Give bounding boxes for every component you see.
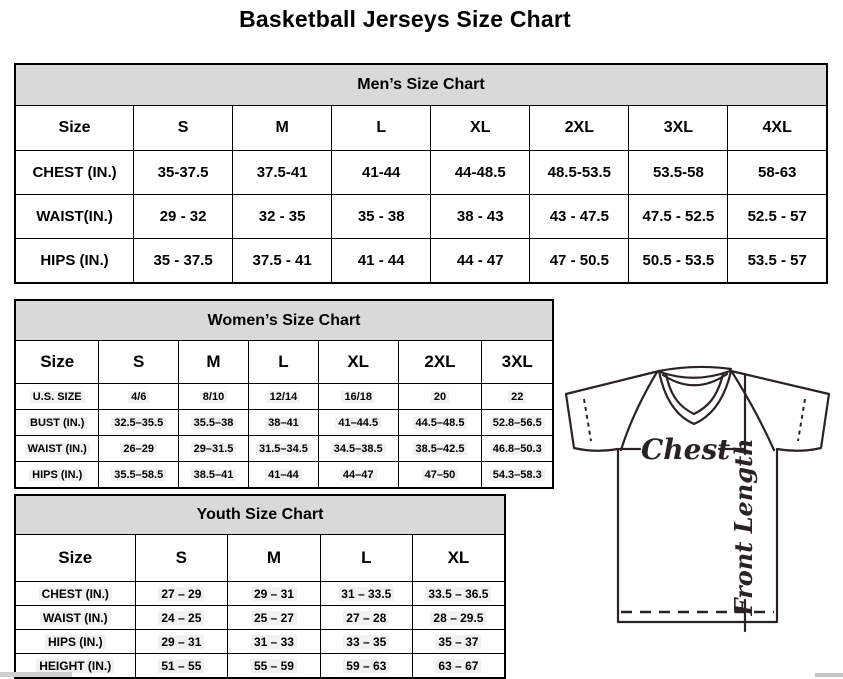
collar-top-edge xyxy=(659,367,731,371)
size-value-cell: 38–41 xyxy=(248,410,318,436)
size-value-cell: 35 - 37.5 xyxy=(134,239,233,284)
horizontal-scrollbar-fragment-left[interactable] xyxy=(0,672,72,677)
size-value-cell: 41–44.5 xyxy=(318,410,398,436)
table-row xyxy=(15,436,553,462)
right-cuff-dashed-line xyxy=(798,399,805,441)
size-value-cell: 55 – 59 xyxy=(228,654,321,679)
size-value-cell: 26–29 xyxy=(99,436,179,462)
size-value-cell: 44-48.5 xyxy=(431,151,530,195)
size-value-cell: 41–44 xyxy=(248,462,318,489)
table-row xyxy=(15,410,553,436)
size-value-cell: 52.8–56.5 xyxy=(482,410,553,436)
row-label: BUST (IN.) xyxy=(15,410,99,436)
size-value-cell: 31.5–34.5 xyxy=(248,436,318,462)
collar-band-arc xyxy=(660,371,730,378)
size-value-cell: 63 – 67 xyxy=(412,654,505,679)
column-header: M xyxy=(228,535,321,582)
size-value-cell: 27 – 28 xyxy=(320,606,412,630)
size-value-cell: 38.5–41 xyxy=(179,462,249,489)
column-header: Size xyxy=(15,106,134,151)
size-value-cell: 53.5-58 xyxy=(629,151,728,195)
table-row xyxy=(15,606,505,630)
column-header: 3XL xyxy=(482,341,553,384)
size-value-cell: 27 – 29 xyxy=(135,582,228,606)
row-label: WAIST (IN.) xyxy=(15,436,99,462)
table-row xyxy=(15,462,553,489)
size-value-cell: 33.5 – 36.5 xyxy=(412,582,505,606)
size-value-cell: 43 - 47.5 xyxy=(530,195,629,239)
size-value-cell: 38 - 43 xyxy=(431,195,530,239)
table-row xyxy=(15,654,505,679)
column-header: M xyxy=(233,106,332,151)
size-value-cell: 32.5–35.5 xyxy=(99,410,179,436)
size-value-cell: 53.5 - 57 xyxy=(728,239,827,284)
row-label: WAIST (IN.) xyxy=(15,606,135,630)
column-header: XL xyxy=(431,106,530,151)
row-label: HIPS (IN.) xyxy=(15,462,99,489)
size-value-cell: 47.5 - 52.5 xyxy=(629,195,728,239)
column-header: 3XL xyxy=(629,106,728,151)
column-header: S xyxy=(134,106,233,151)
size-value-cell: 50.5 - 53.5 xyxy=(629,239,728,284)
womens-size-chart-table xyxy=(14,299,554,489)
column-header: 2XL xyxy=(530,106,629,151)
size-value-cell: 31 – 33.5 xyxy=(320,582,412,606)
horizontal-scrollbar-fragment-right[interactable] xyxy=(815,673,843,677)
row-label: HIPS (IN.) xyxy=(15,630,135,654)
size-value-cell: 41-44 xyxy=(332,151,431,195)
size-value-cell: 29 – 31 xyxy=(228,582,321,606)
column-header: M xyxy=(179,341,249,384)
row-label: U.S. SIZE xyxy=(15,384,99,410)
right-armhole-seam xyxy=(732,372,774,450)
size-value-cell: 29 - 32 xyxy=(134,195,233,239)
row-label: CHEST (IN.) xyxy=(15,151,134,195)
size-value-cell: 35 – 37 xyxy=(412,630,505,654)
size-value-cell: 35.5–38 xyxy=(179,410,249,436)
size-value-cell: 54.3–58.3 xyxy=(482,462,553,489)
column-header: XL xyxy=(318,341,398,384)
mens-size-chart-table xyxy=(14,63,828,284)
column-header: L xyxy=(332,106,431,151)
size-value-cell: 16/18 xyxy=(318,384,398,410)
size-value-cell: 41 - 44 xyxy=(332,239,431,284)
size-value-cell: 35.5–58.5 xyxy=(99,462,179,489)
table-row xyxy=(15,151,827,195)
row-label: HIPS (IN.) xyxy=(15,239,134,284)
size-value-cell: 47 - 50.5 xyxy=(530,239,629,284)
page-title: Basketball Jerseys Size Chart xyxy=(239,6,571,32)
size-value-cell: 35 - 38 xyxy=(332,195,431,239)
size-value-cell: 44 - 47 xyxy=(431,239,530,284)
size-value-cell: 51 – 55 xyxy=(135,654,228,679)
column-header: L xyxy=(320,535,412,582)
size-value-cell: 12/14 xyxy=(248,384,318,410)
column-header: S xyxy=(99,341,179,384)
column-header: S xyxy=(135,535,228,582)
size-value-cell: 29 – 31 xyxy=(135,630,228,654)
table-row xyxy=(15,384,553,410)
size-value-cell: 48.5-53.5 xyxy=(530,151,629,195)
table-row xyxy=(15,195,827,239)
column-header: 4XL xyxy=(728,106,827,151)
size-value-cell: 37.5 - 41 xyxy=(233,239,332,284)
size-value-cell: 33 – 35 xyxy=(320,630,412,654)
size-value-cell: 35-37.5 xyxy=(134,151,233,195)
column-header: Size xyxy=(15,341,99,384)
size-value-cell: 20 xyxy=(398,384,482,410)
column-header: XL xyxy=(412,535,505,582)
size-value-cell: 4/6 xyxy=(99,384,179,410)
jersey-measurement-diagram xyxy=(553,358,843,643)
men-chart-title: Men’s Size Chart xyxy=(15,64,827,106)
jersey-outline xyxy=(566,371,829,622)
table-row xyxy=(15,582,505,606)
front-length-label: Front Length xyxy=(729,438,758,616)
size-value-cell: 22 xyxy=(482,384,553,410)
left-cuff-dashed-line xyxy=(584,399,591,441)
row-label: CHEST (IN.) xyxy=(15,582,135,606)
size-value-cell: 31 – 33 xyxy=(228,630,321,654)
size-value-cell: 52.5 - 57 xyxy=(728,195,827,239)
size-value-cell: 32 - 35 xyxy=(233,195,332,239)
column-header: 2XL xyxy=(398,341,482,384)
size-value-cell: 28 – 29.5 xyxy=(412,606,505,630)
size-value-cell: 24 – 25 xyxy=(135,606,228,630)
size-value-cell: 25 – 27 xyxy=(228,606,321,630)
size-value-cell: 44–47 xyxy=(318,462,398,489)
column-header: L xyxy=(248,341,318,384)
size-value-cell: 58-63 xyxy=(728,151,827,195)
table-row xyxy=(15,239,827,284)
size-value-cell: 29–31.5 xyxy=(179,436,249,462)
size-value-cell: 8/10 xyxy=(179,384,249,410)
column-header: Size xyxy=(15,535,135,582)
youth-size-chart-table xyxy=(14,494,506,679)
size-value-cell: 47–50 xyxy=(398,462,482,489)
size-value-cell: 46.8–50.3 xyxy=(482,436,553,462)
table-row xyxy=(15,630,505,654)
size-value-cell: 34.5–38.5 xyxy=(318,436,398,462)
size-value-cell: 44.5–48.5 xyxy=(398,410,482,436)
women-chart-title: Women’s Size Chart xyxy=(15,300,553,341)
chest-label: Chest xyxy=(641,433,731,466)
size-value-cell: 59 – 63 xyxy=(320,654,412,679)
size-value-cell: 38.5–42.5 xyxy=(398,436,482,462)
size-value-cell: 37.5-41 xyxy=(233,151,332,195)
row-label: WAIST(IN.) xyxy=(15,195,134,239)
youth-chart-title: Youth Size Chart xyxy=(15,495,505,535)
row-label: HEIGHT (IN.) xyxy=(15,654,135,679)
